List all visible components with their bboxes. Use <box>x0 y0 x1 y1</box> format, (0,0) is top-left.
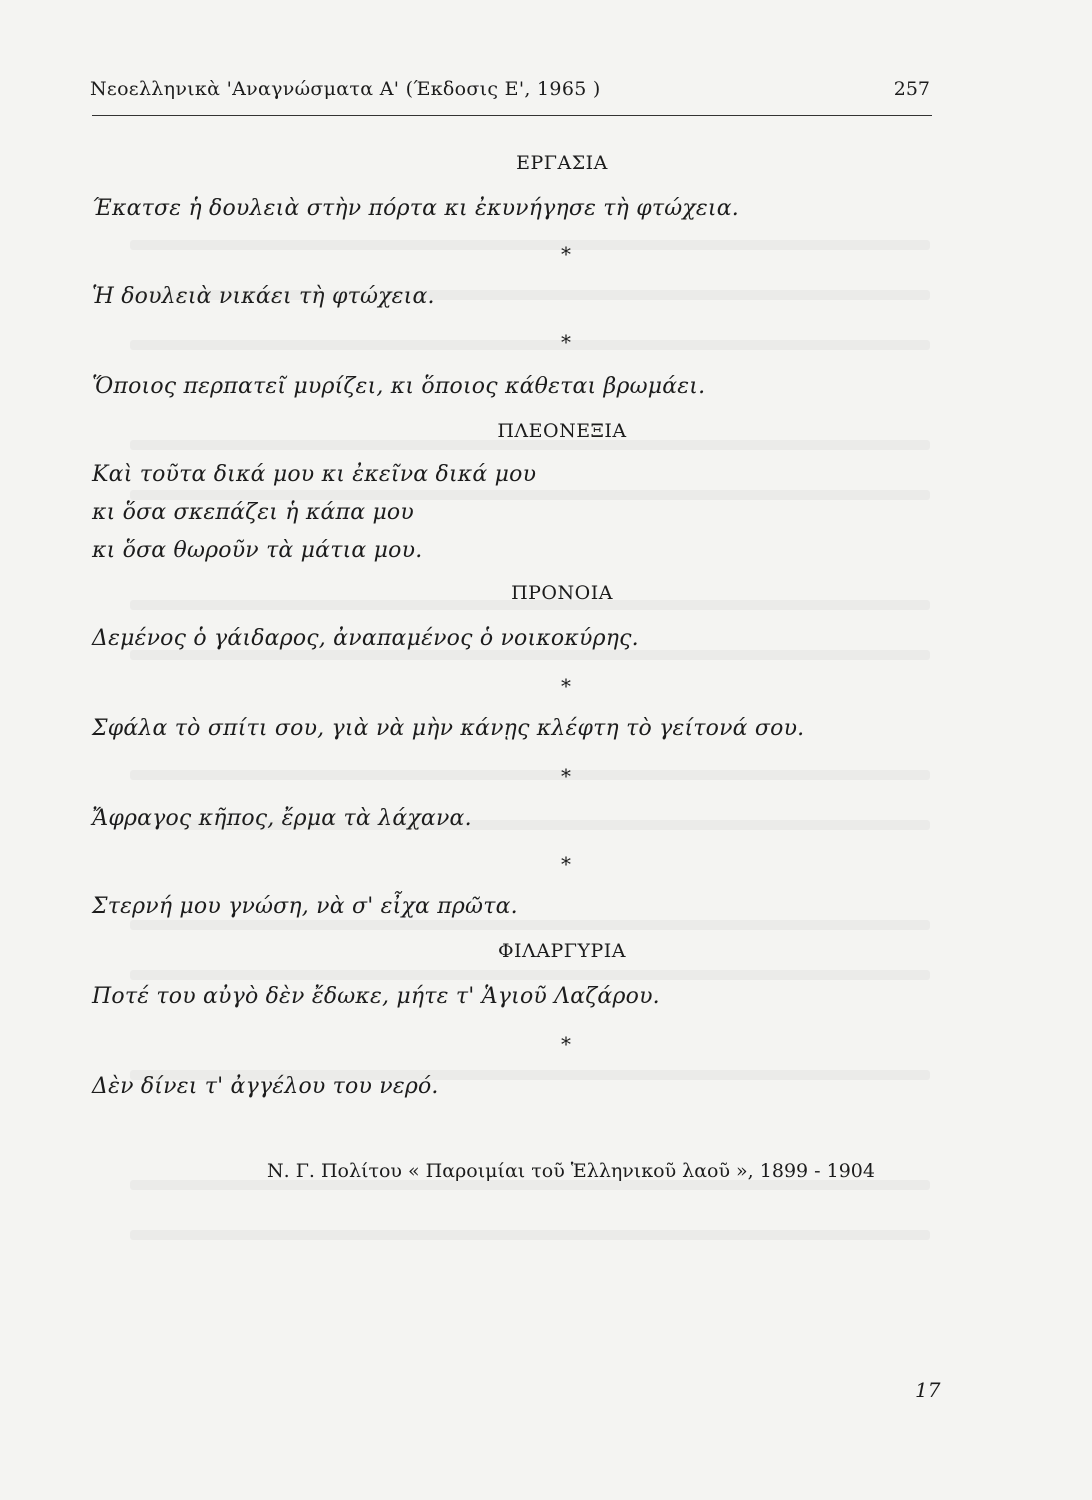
section-heading: ΦΙΛΑΡΓΥΡΙΑ <box>497 940 627 962</box>
source-citation: Ν. Γ. Πολίτου « Παροιμίαι τοῦ Ἑλληνικοῦ λαοῦ », 1899 - 1904 <box>267 1160 875 1182</box>
separator-asterisk: * <box>561 242 571 266</box>
proverb-line: Ποτέ του αὐγὸ δὲν ἔδωκε, μήτε τ' Ἁγιοῦ Λαζάρου. <box>92 984 660 1009</box>
proverb-line: Ἄφραγος κῆπος, ἔρμα τὰ λάχανα. <box>92 806 472 831</box>
proverb-line: Ἡ δουλειὰ νικάει τὴ φτώχεια. <box>92 284 435 309</box>
proverb-line: Σφάλα τὸ σπίτι σου, γιὰ νὰ μὴν κάνῃς κλέφτη τὸ γείτονά σου. <box>92 716 805 741</box>
proverb-line: Ὅποιος περπατεῖ μυρίζει, κι ὅποιος κάθεται βρωμάει. <box>92 374 706 399</box>
proverb-line: κι ὅσα σκεπάζει ἡ κάπα μου <box>92 500 414 525</box>
proverb-line: Στερνή μου γνώση, νὰ σ' εἶχα πρῶτα. <box>92 894 518 919</box>
section-heading: ΠΡΟΝΟΙΑ <box>511 582 613 604</box>
folio-number: 17 <box>915 1378 941 1402</box>
separator-asterisk: * <box>561 674 571 698</box>
section-heading: ΕΡΓΑΣΙΑ <box>516 152 608 174</box>
separator-asterisk: * <box>561 764 571 788</box>
proverb-line: Καὶ τοῦτα δικά μου κι ἐκεῖνα δικά μου <box>92 462 537 487</box>
header-page-number: 257 <box>893 78 930 100</box>
proverb-line: Έκατσε ἡ δουλειὰ στὴν πόρτα κι ἐκυνήγησε τὴ φτώχεια. <box>92 196 739 221</box>
separator-asterisk: * <box>561 1032 571 1056</box>
separator-asterisk: * <box>561 330 571 354</box>
proverb-line: Δὲν δίνει τ' ἀγγέλου του νερό. <box>92 1074 439 1099</box>
proverb-line: Δεμένος ὁ γάιδαρος, ἀναπαμένος ὁ νοικοκύρης. <box>92 626 639 651</box>
section-heading: ΠΛΕΟΝΕΞΙΑ <box>497 420 627 442</box>
proverb-line: κι ὅσα θωροῦν τὰ μάτια μου. <box>92 538 423 563</box>
separator-asterisk: * <box>561 852 571 876</box>
header-title: Νεοελληνικὰ 'Αναγνώσματα Α' (Έκδοσις Ε', 1965 ) <box>90 78 601 100</box>
